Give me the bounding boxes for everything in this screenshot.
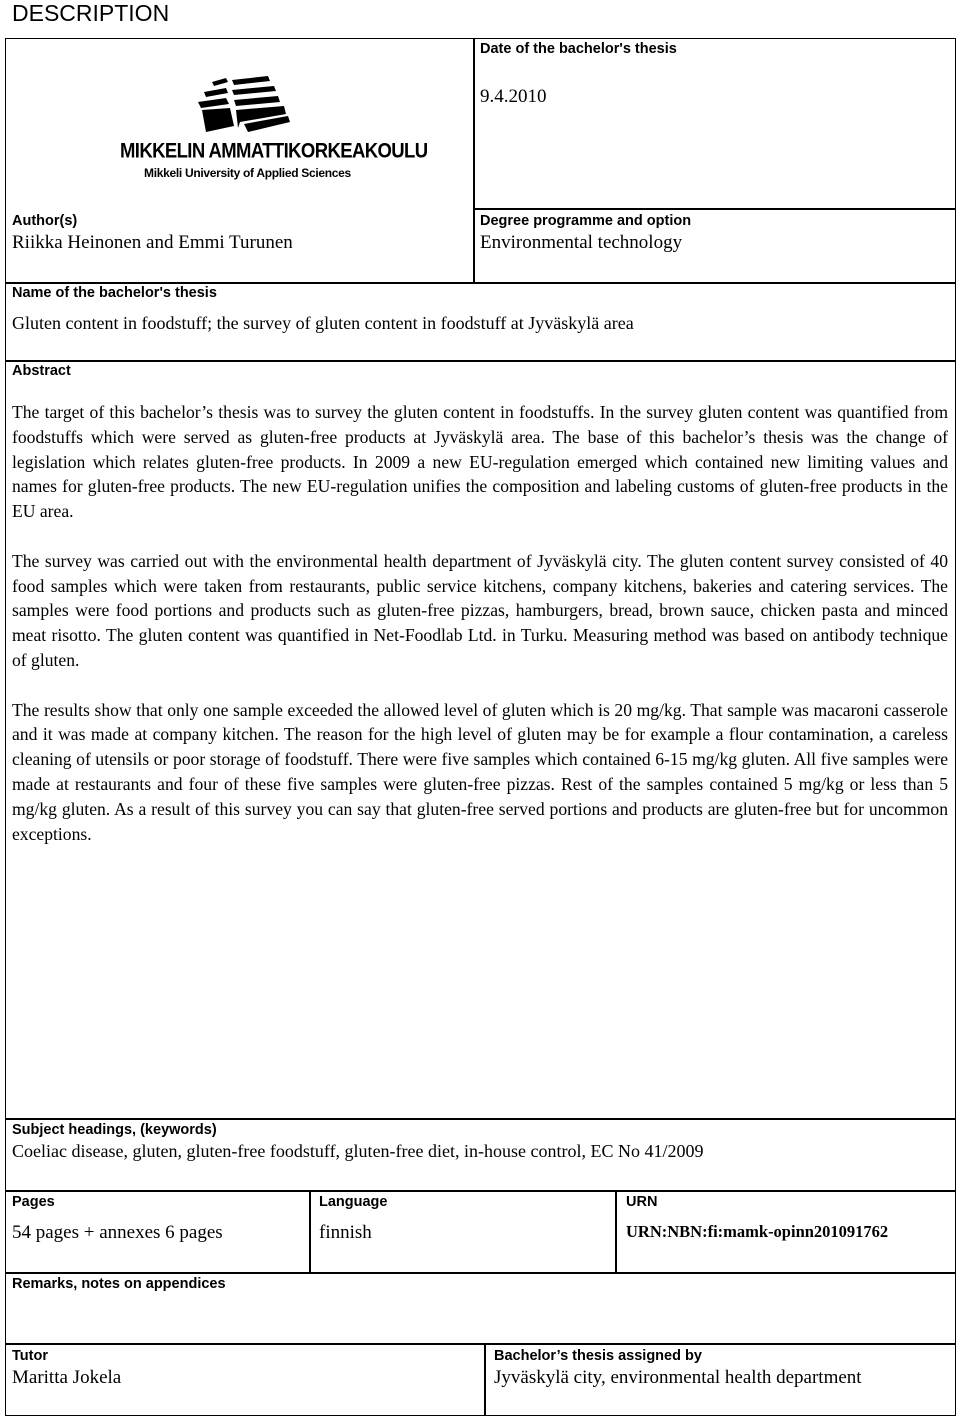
page-title: DESCRIPTION: [12, 0, 170, 26]
pages-label: Pages: [12, 1194, 55, 1210]
abstract-body: [12, 400, 948, 871]
assigned-by-label: Bachelor’s thesis assigned by: [494, 1348, 702, 1364]
degree-value: Environmental technology: [480, 232, 683, 253]
urn-value: URN:NBN:fi:mamk-opinn201091762: [626, 1222, 889, 1241]
divider: [5, 282, 956, 284]
tutor-value: Maritta Jokela: [12, 1367, 122, 1388]
divider: [5, 1272, 956, 1274]
logo-name: MIKKELIN AMMATTIKORKEAKOULU: [120, 138, 428, 163]
degree-label: Degree programme and option: [480, 213, 692, 229]
divider: [473, 208, 956, 210]
author-value: Riikka Heinonen and Emmi Turunen: [12, 232, 293, 253]
abstract-label: Abstract: [12, 363, 71, 379]
divider: [5, 360, 956, 362]
remarks-label: Remarks, notes on appendices: [12, 1276, 226, 1292]
abstract-paragraph: The survey was carried out with the environmental health department of Jyväskylä city. The gluten content survey consisted of 40 food samples which were taken from restaurants, public service kitchens, company kitchens, bakeries and catering services. The samples were food portions and products such as gluten-free pizzas, hamburgers, bread, brown sauce, chicken pasta and minced meat risotto. The gluten content was quantified in Net-Foodlab Ltd. in Turku. Measuring method was based on antibody technique of gluten.: [12, 550, 948, 670]
logo-subtitle: Mikkeli University of Applied Sciences: [144, 166, 351, 180]
assigned-by-value: Jyväskylä city, environmental health department: [494, 1367, 862, 1388]
keywords-value: Coeliac disease, gluten, gluten-free foodstuff, gluten-free diet, in-house control, EC No 41/2009: [12, 1141, 704, 1161]
author-label: Author(s): [12, 213, 78, 229]
keywords-label: Subject headings, (keywords): [12, 1122, 217, 1138]
thesis-name-label: Name of the bachelor's thesis: [12, 285, 217, 301]
thesis-name-value: Gluten content in foodstuff; the survey of gluten content in foodstuff at Jyväskylä area: [12, 313, 634, 333]
divider: [309, 1190, 311, 1273]
divider: [615, 1190, 617, 1273]
divider: [5, 1190, 956, 1192]
date-value: 9.4.2010: [480, 86, 547, 107]
abstract-paragraph: The results show that only one sample exceeded the allowed level of gluten which is 20 mg/kg. That sample was macaroni casserole and it was made at company kitchen. The reason for the high level of gluten may be for example a flour contamination, a careless cleaning of utensils or poor storage of foodstuff. There were five samples which contained 6-15 mg/kg gluten. All five samples were made at restaurants and four of these five samples were gluten-free pizzas. Rest of the samples contained 5 mg/kg or less than 5 mg/kg gluten. As a result of this survey you can say that gluten-free served portions and products are gluten-free but for uncommon exceptions.: [12, 699, 948, 844]
language-label: Language: [319, 1194, 388, 1210]
urn-label: URN: [626, 1194, 658, 1210]
divider: [5, 1118, 956, 1120]
language-value: finnish: [319, 1222, 372, 1243]
date-label: Date of the bachelor's thesis: [480, 41, 677, 57]
logo-emblem-icon: [118, 76, 360, 138]
tutor-label: Tutor: [12, 1348, 48, 1364]
divider: [484, 1343, 486, 1416]
pages-value: 54 pages + annexes 6 pages: [12, 1222, 223, 1243]
abstract-paragraph: The target of this bachelor’s thesis was to survey the gluten content in foodstuffs. In the survey gluten content was quantified from foodstuffs which were served as gluten-free products at Jyväskylä area. The base of this bachelor’s thesis was the change of legislation which relates gluten-free products. In 2009 a new EU-regulation emerged which contained new limiting values and names for gluten-free products. The new EU-regulation unifies the composition and labeling customs of gluten-free products in the EU area.: [12, 402, 948, 522]
divider: [5, 1343, 956, 1345]
university-logo: [118, 76, 428, 186]
divider: [473, 38, 475, 283]
